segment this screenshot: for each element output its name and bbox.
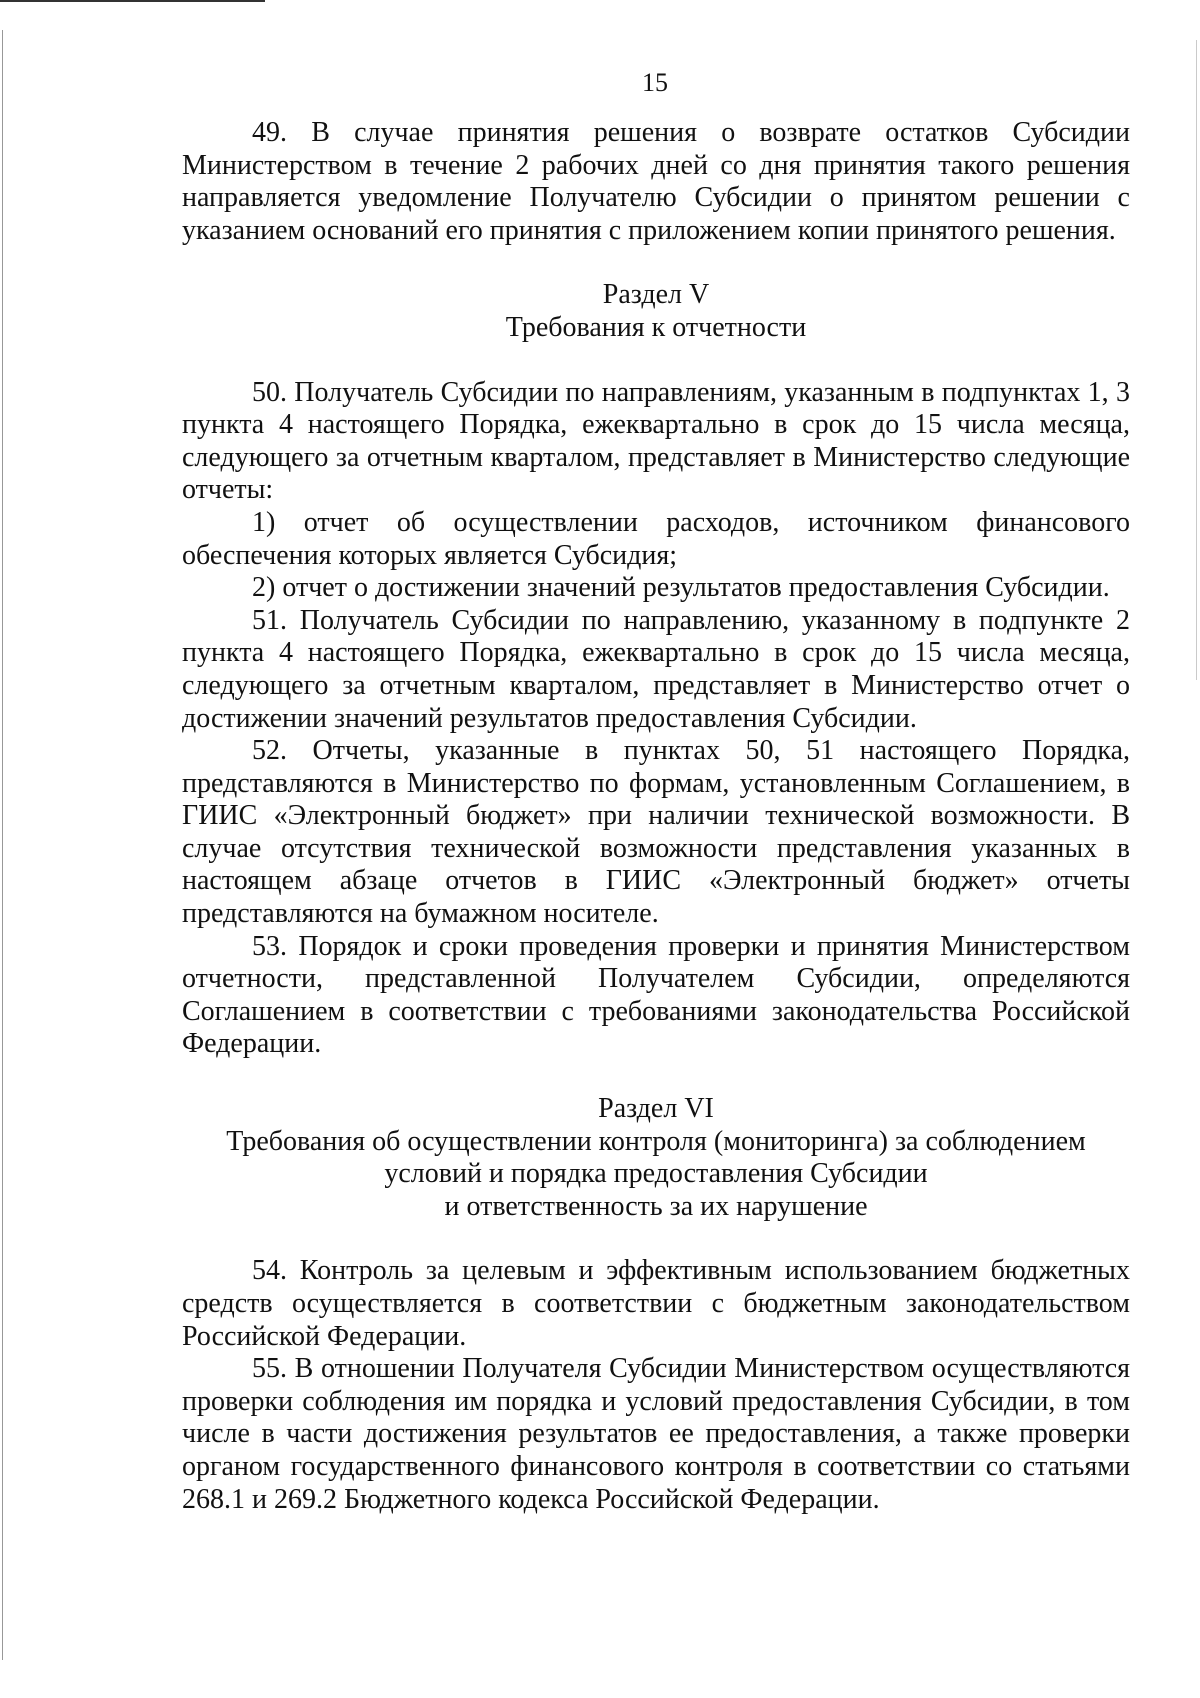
section-6-heading [182,1093,1130,1223]
paragraph-49: 49. В случае принятия решения о возврате остатков Субсидии Министерством в течение 2 рабочих дней со дня принятия такого решения направляется уведомление Получателю Субсидии о принятом решении с указанием оснований его принятия с приложением копии принятого решения. [182,117,1130,246]
scan-edge-top [0,0,265,2]
scan-edge-left [2,30,3,1660]
section-6-title-line-3: и ответственность за их нарушение [444,1190,868,1222]
paragraph-55: 55. В отношении Получателя Субсидии Министерством осуществляются проверки соблюдения им порядка и условий предоставления Субсидии, в том числе в части достижения результатов ее предоставления, а также проверки органом государственного финансового контроля в соответствии со статьями 268.1 и 269.2 Бюджетного кодекса Российской Федерации. [182,1353,1130,1515]
scan-edge-right [1196,40,1197,680]
section-6-title-line-1: Требования об осуществлении контроля (мониторинга) за соблюдением [226,1125,1086,1157]
paragraph-50-item-1: 1) отчет об осуществлении расходов, источником финансового обеспечения которых является Субсидия; [182,506,1130,571]
paragraph-54: 54. Контроль за целевым и эффективным использованием бюджетных средств осуществляется в соответствии с бюджетным законодательством Российской Федерации. [182,1255,1130,1352]
section-6-label: Раздел VI [598,1093,714,1125]
section-5-heading [182,279,1130,344]
paragraph-51: 51. Получатель Субсидии по направлению, указанному в подпункте 2 пункта 4 настоящего Порядка, ежеквартально в срок до 15 числа месяца, следующего за отчетным кварталом, представляет в Министерство отчет о достижении значений результатов предоставления Субсидии. [182,604,1130,734]
section-6-title-line-2: условий и порядка предоставления Субсидии [384,1158,928,1190]
paragraph-53: 53. Порядок и сроки проведения проверки и принятия Министерством отчетности, представленной Получателем Субсидии, определяются Соглашением в соответствии с требованиями законодательства Российской Федерации. [182,930,1130,1060]
page-number: 15 [642,68,668,97]
paragraph-50-item-2: 2) отчет о достижении значений результатов предоставления Субсидии. [252,572,1110,604]
section-5-label: Раздел V [602,279,710,311]
paragraph-52: 52. Отчеты, указанные в пунктах 50, 51 настоящего Порядка, представляются в Министерство по формам, установленным Соглашением, в ГИИС «Электронный бюджет» при наличии технической возможности. В случае отсутствия технической возможности представления указанных в настоящем абзаце отчетов в ГИИС «Электронный бюджет» отчеты представляются на бумажном носителе. [182,735,1130,930]
paragraph-50: 50. Получатель Субсидии по направлениям, указанным в подпунктах 1, 3 пункта 4 настоящего Порядка, ежеквартально в срок до 15 числа месяца, следующего за отчетным кварталом, представляет в Министерство следующие отчеты: [182,376,1130,506]
document-body [182,117,1130,1516]
section-5-title: Требования к отчетности [505,311,807,343]
